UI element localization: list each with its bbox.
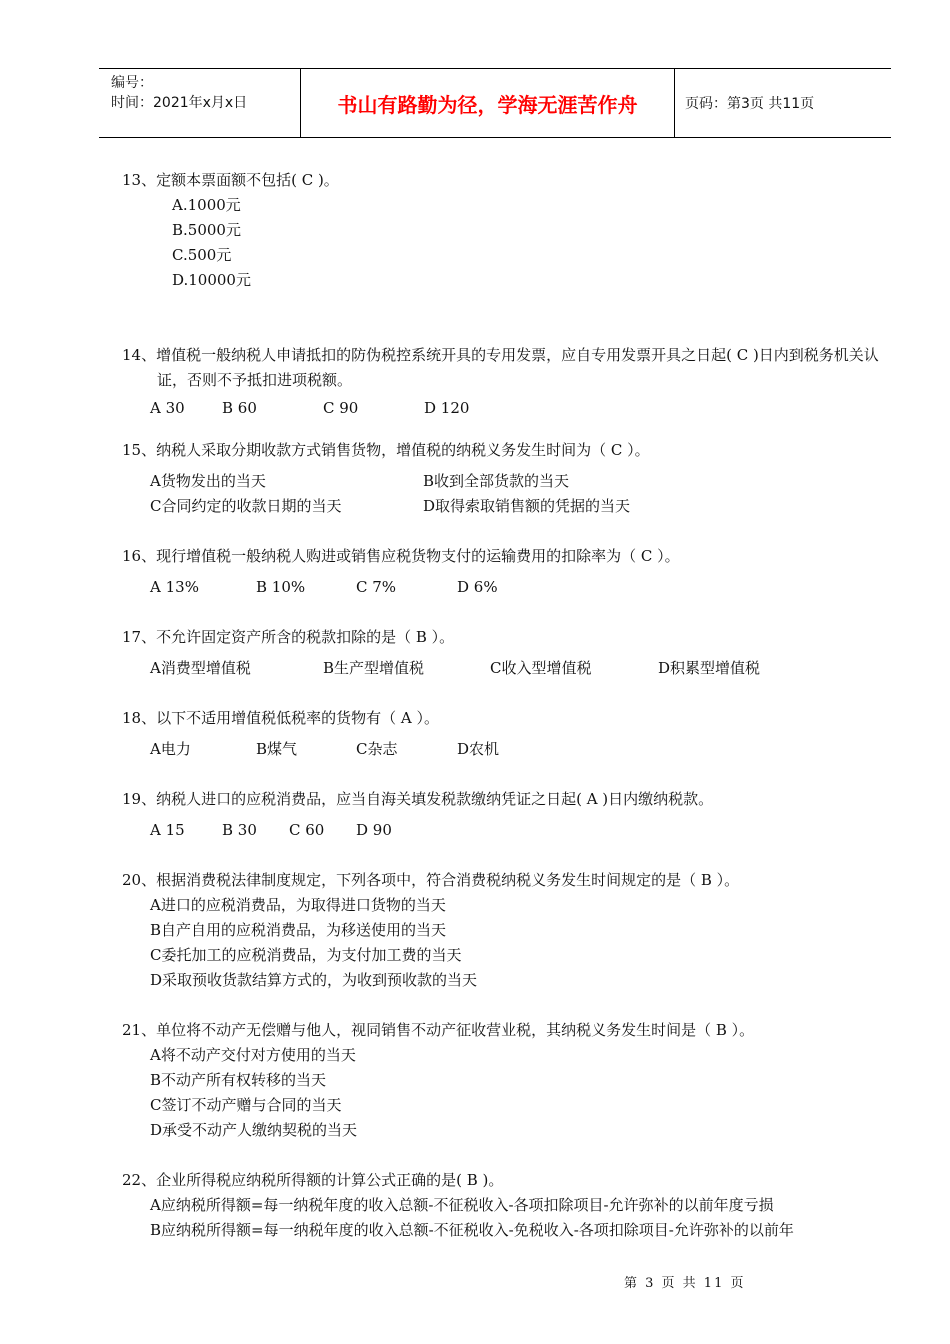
question-15 bbox=[122, 438, 882, 519]
question-22 bbox=[122, 1168, 882, 1243]
question-18 bbox=[122, 706, 882, 762]
question-stem: 19、纳税人进口的应税消费品，应当自海关填发税款缴纳凭证之日起( A )日内缴纳税款。 bbox=[122, 790, 714, 808]
question-stem: 17、不允许固定资产所含的税款扣除的是（ B ）。 bbox=[122, 628, 455, 646]
option: C 60 bbox=[289, 821, 325, 839]
option-list bbox=[122, 193, 882, 293]
option-row bbox=[122, 656, 882, 681]
question-stem: 16、现行增值税一般纳税人购进或销售应税货物支付的运输费用的扣除率为（ C ）。 bbox=[122, 547, 680, 565]
option-row bbox=[122, 396, 882, 421]
question-13 bbox=[122, 168, 882, 293]
question-stem: 15、纳税人采取分期收款方式销售货物，增值税的纳税义务发生时间为（ C ）。 bbox=[122, 441, 650, 459]
header-page-info: 页码：第3页 共11页 bbox=[685, 96, 815, 112]
option: D农机 bbox=[457, 740, 500, 758]
option: B煤气 bbox=[256, 740, 298, 758]
option: D.10000元 bbox=[172, 271, 251, 289]
option-row bbox=[122, 494, 882, 519]
option: B应纳税所得额=每一纳税年度的收入总额-不征税收入-免税收入-各项扣除项目-允许弥补的以前年 bbox=[150, 1221, 794, 1239]
question-stem: 13、定额本票面额不包括( C )。 bbox=[122, 171, 339, 189]
time-label: 时间：2021年x月x日 bbox=[111, 95, 248, 111]
page-header bbox=[99, 68, 891, 138]
option: A电力 bbox=[150, 740, 191, 758]
option: B不动产所有权转移的当天 bbox=[150, 1071, 327, 1089]
option: D 6% bbox=[457, 578, 498, 596]
option-list bbox=[122, 893, 882, 993]
option: C 7% bbox=[356, 578, 397, 596]
option: B生产型增值税 bbox=[323, 659, 425, 677]
question-17 bbox=[122, 625, 882, 681]
question-16 bbox=[122, 544, 882, 600]
question-stem: 20、根据消费税法律制度规定，下列各项中，符合消费税纳税义务发生时间规定的是（ B ）。 bbox=[122, 871, 740, 889]
option: B收到全部货款的当天 bbox=[423, 472, 570, 490]
option: A 13% bbox=[150, 578, 199, 596]
option: D 90 bbox=[356, 821, 392, 839]
page-footer: 第 3 页 共 11 页 bbox=[624, 1276, 746, 1291]
option: C 90 bbox=[323, 399, 359, 417]
number-label: 编号： bbox=[111, 75, 153, 91]
option-row bbox=[122, 818, 882, 843]
option: B.5000元 bbox=[172, 221, 241, 239]
question-20 bbox=[122, 868, 882, 993]
option: C签订不动产赠与合同的当天 bbox=[150, 1096, 342, 1114]
option: A进口的应税消费品，为取得进口货物的当天 bbox=[150, 896, 446, 914]
option: C合同约定的收款日期的当天 bbox=[150, 497, 342, 515]
option: B 60 bbox=[222, 399, 257, 417]
question-21 bbox=[122, 1018, 882, 1143]
option: D采取预收货款结算方式的，为收到预收款的当天 bbox=[150, 971, 478, 989]
option: A 15 bbox=[150, 821, 185, 839]
option: A应纳税所得额=每一纳税年度的收入总额-不征税收入-各项扣除项目-允许弥补的以前年度亏损 bbox=[150, 1196, 774, 1214]
option: A货物发出的当天 bbox=[150, 472, 266, 490]
question-stem: 14、增值税一般纳税人申请抵扣的防伪税控系统开具的专用发票，应自专用发票开具之日起( C )日内到税务机关认证，否则不予抵扣进项税额。 bbox=[122, 346, 879, 389]
option: C委托加工的应税消费品，为支付加工费的当天 bbox=[150, 946, 462, 964]
option: D 120 bbox=[424, 399, 470, 417]
question-list bbox=[122, 168, 882, 1243]
option: C杂志 bbox=[356, 740, 398, 758]
option: D取得索取销售额的凭据的当天 bbox=[423, 497, 631, 515]
question-stem: 18、以下不适用增值税低税率的货物有（ A ）。 bbox=[122, 709, 439, 727]
option: B自产自用的应税消费品，为移送使用的当天 bbox=[150, 921, 447, 939]
option: D积累型增值税 bbox=[658, 659, 761, 677]
question-stem: 21、单位将不动产无偿赠与他人，视同销售不动产征收营业税，其纳税义务发生时间是（ B ）。 bbox=[122, 1021, 755, 1039]
option: A消费型增值税 bbox=[150, 659, 251, 677]
option-row bbox=[122, 469, 882, 494]
question-14 bbox=[122, 343, 882, 421]
option-list bbox=[122, 1193, 882, 1243]
question-stem: 22、企业所得税应纳税所得额的计算公式正确的是( B )。 bbox=[122, 1171, 504, 1189]
option: A 30 bbox=[150, 399, 185, 417]
option: D承受不动产人缴纳契税的当天 bbox=[150, 1121, 358, 1139]
option: A将不动产交付对方使用的当天 bbox=[150, 1046, 356, 1064]
header-motto: 书山有路勤为径，学海无涯苦作舟 bbox=[301, 69, 675, 137]
option: B 30 bbox=[222, 821, 257, 839]
option: C收入型增值税 bbox=[490, 659, 592, 677]
question-19 bbox=[122, 787, 882, 843]
option-row bbox=[122, 737, 882, 762]
header-meta bbox=[99, 69, 301, 137]
option: C.500元 bbox=[172, 246, 232, 264]
option-row bbox=[122, 575, 882, 600]
option: A.1000元 bbox=[172, 196, 241, 214]
option: B 10% bbox=[256, 578, 306, 596]
option-list bbox=[122, 1043, 882, 1143]
